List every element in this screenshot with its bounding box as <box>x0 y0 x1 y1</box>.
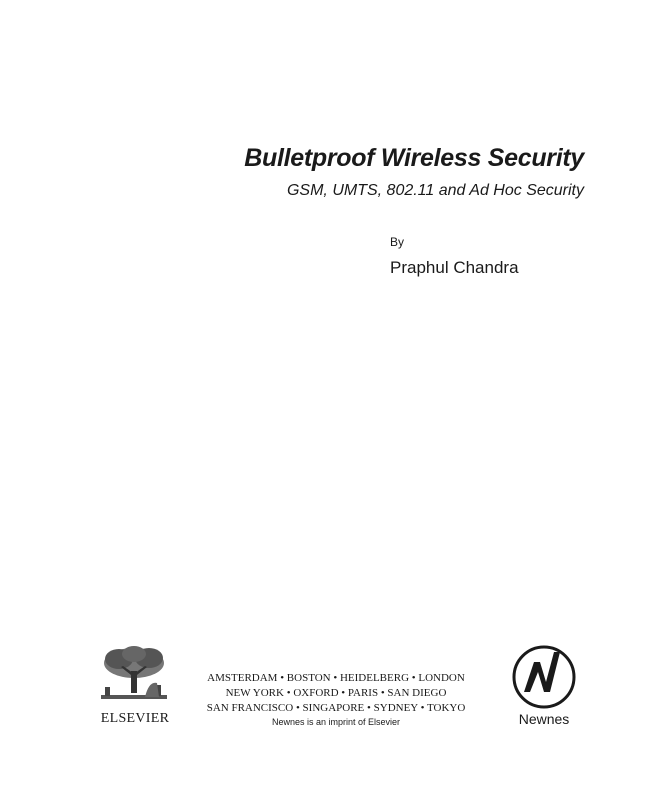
imprint-note: Newnes is an imprint of Elsevier <box>271 717 401 727</box>
book-subtitle: GSM, UMTS, 802.11 and Ad Hoc Security <box>286 182 584 199</box>
newnes-logo-icon <box>510 644 578 710</box>
elsevier-wordmark: ELSEVIER <box>100 711 170 726</box>
book-title: Bulletproof Wireless Security <box>244 144 584 172</box>
newnes-wordmark: Newnes <box>518 711 570 727</box>
cities-line: AMSTERDAM • BOSTON • HEIDELBERG • LONDON <box>207 672 465 684</box>
cities-line: SAN FRANCISCO • SINGAPORE • SYDNEY • TOKYO <box>206 702 466 714</box>
elsevier-tree-logo-icon <box>97 645 171 705</box>
author-name: Praphul Chandra <box>390 258 519 277</box>
by-label: By <box>390 235 405 249</box>
cities-line: NEW YORK • OXFORD • PARIS • SAN DIEGO <box>225 687 447 699</box>
publisher-cities <box>200 671 472 716</box>
